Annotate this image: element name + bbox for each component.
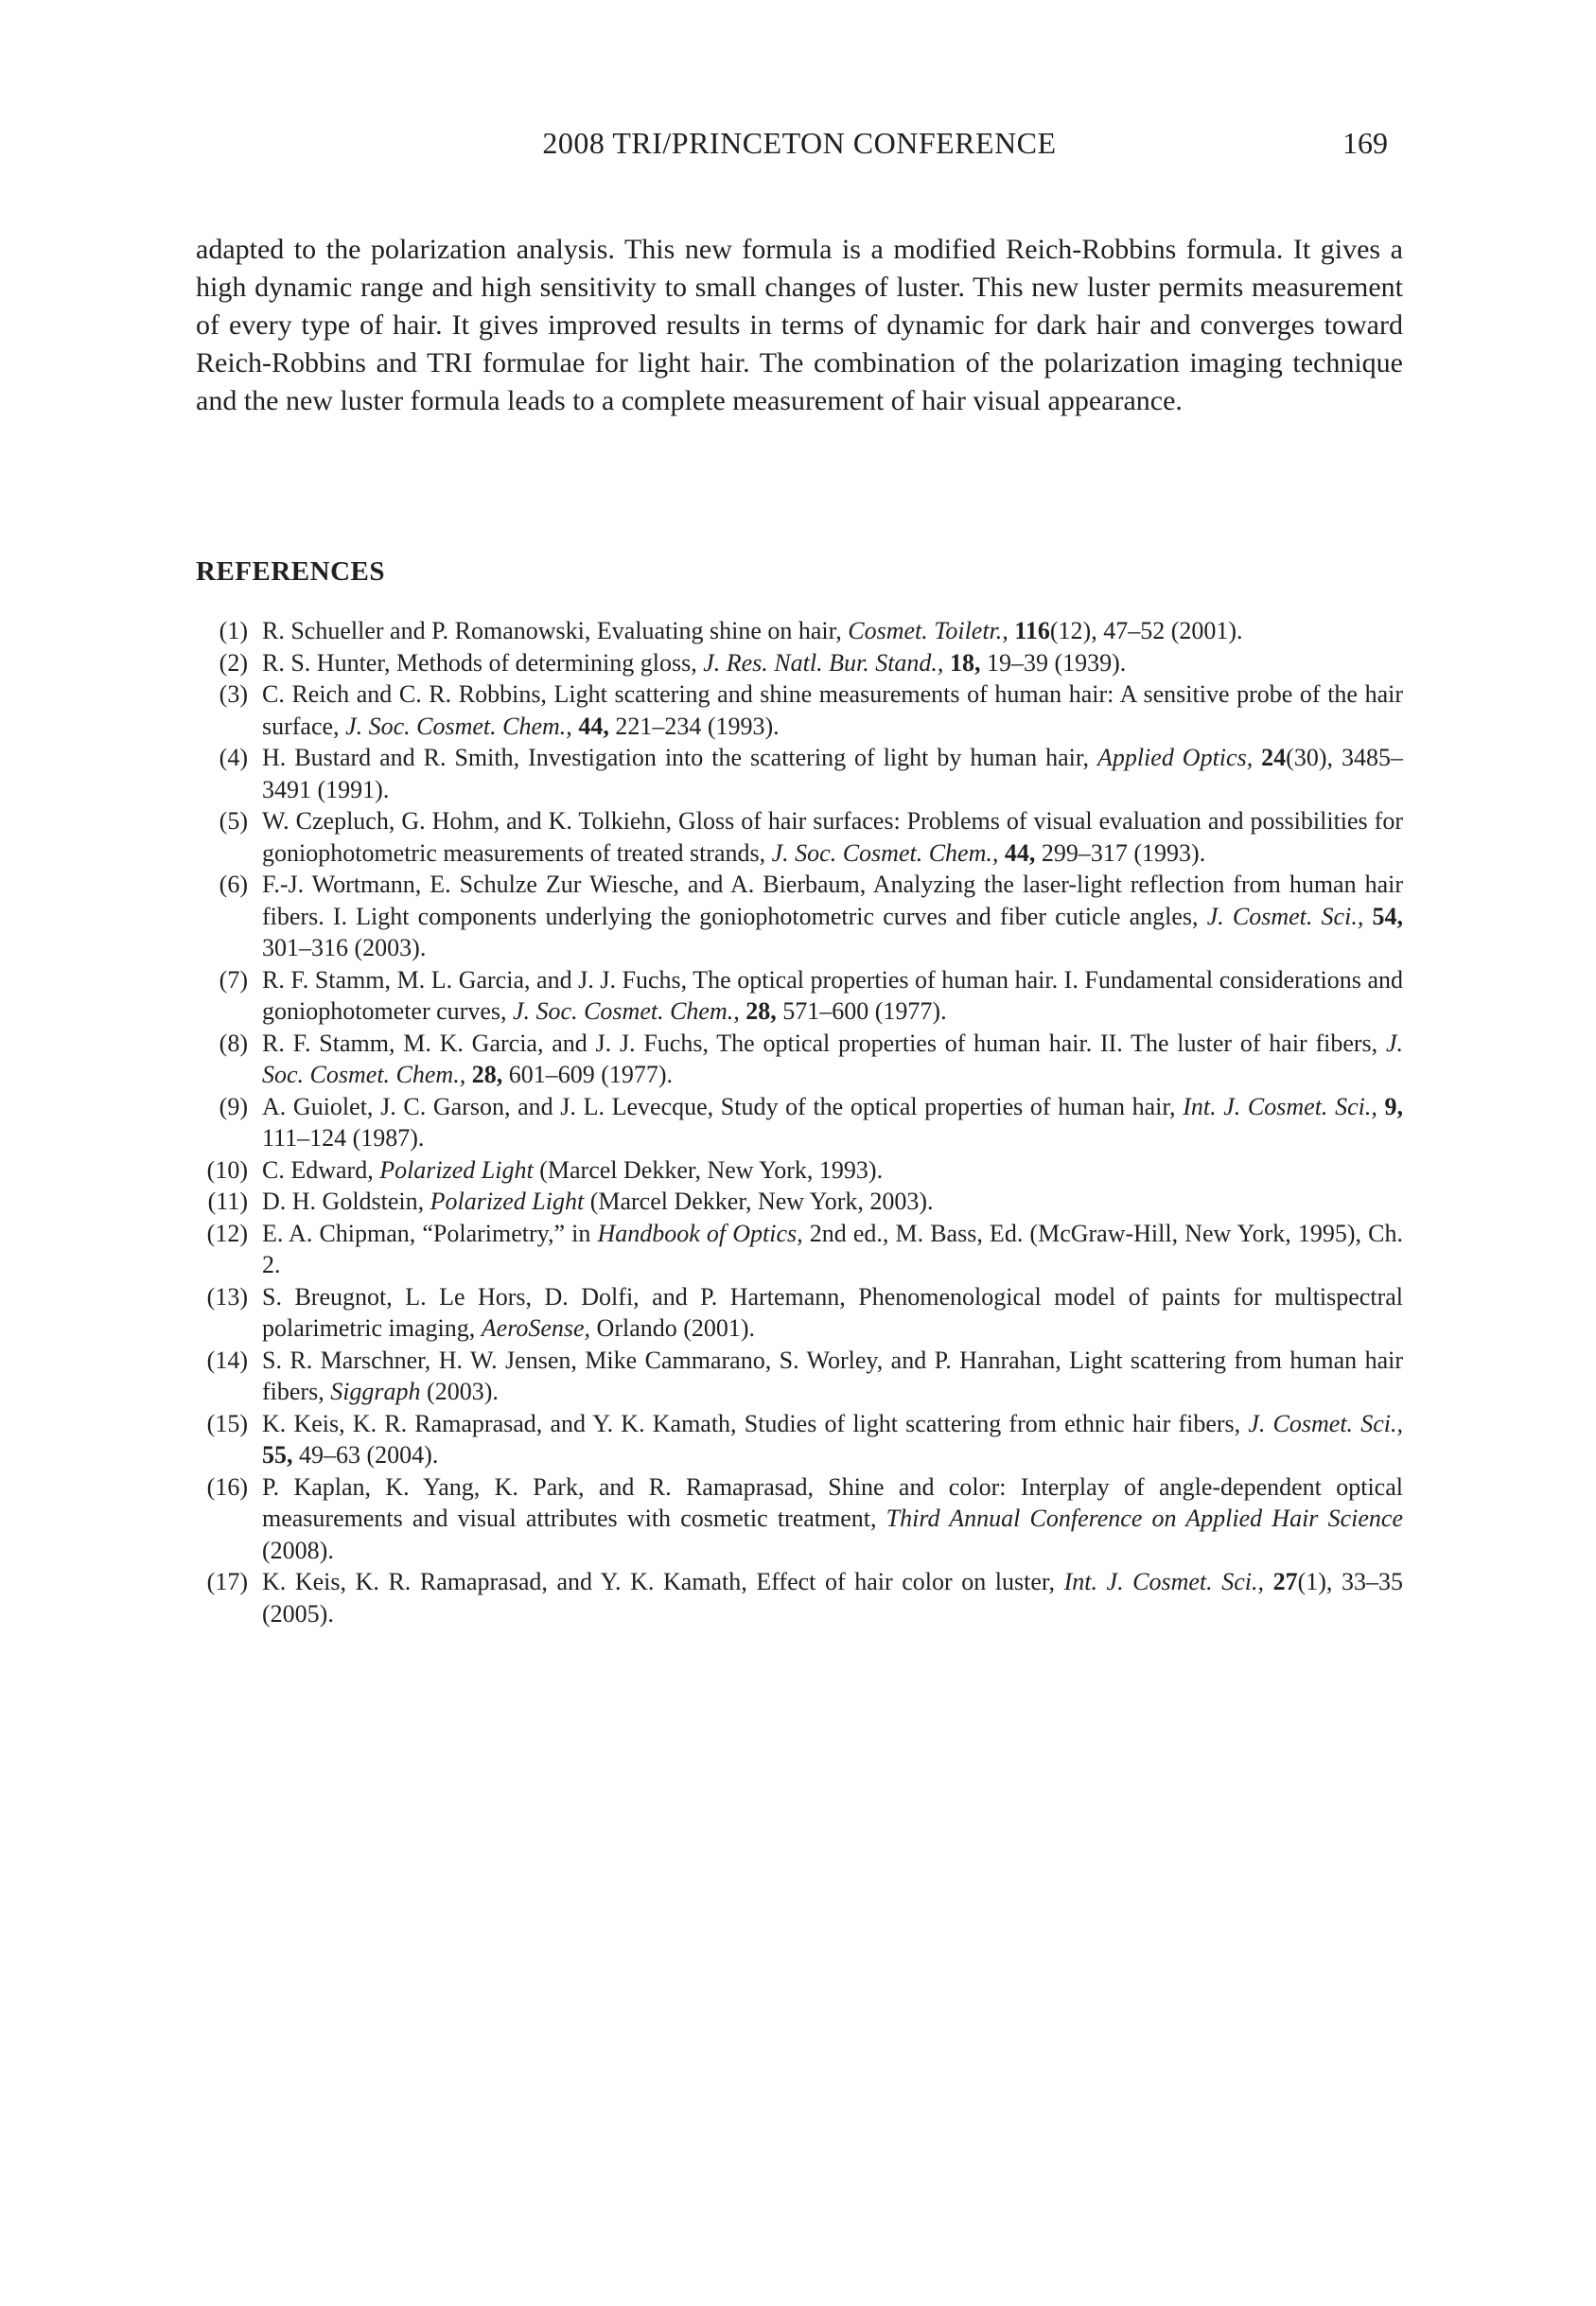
reference-text: H. Bustard and R. Smith, Investigation into the scattering of light by human hair, Applied Optics, 24(30), 3485–3491 (1991). [262, 744, 1403, 803]
reference-item [196, 1218, 1403, 1281]
reference-text: E. A. Chipman, “Polarimetry,” in Handbook of Optics, 2nd ed., M. Bass, Ed. (McGraw-Hill, New York, 1995), Ch. 2. [262, 1219, 1403, 1278]
reference-number: (12) [206, 1219, 248, 1247]
reference-number: (7) [219, 965, 248, 994]
reference-text: K. Keis, K. R. Ramaprasad, and Y. K. Kamath, Studies of light scattering from ethnic hair fibers, J. Cosmet. Sci., 55, 49–63 (2004). [262, 1409, 1403, 1469]
reference-text: S. R. Marschner, H. W. Jensen, Mike Cammarano, S. Worley, and P. Hanrahan, Light scattering from human hair fibers, Siggraph (2003). [262, 1346, 1403, 1405]
reference-number: (2) [219, 648, 248, 677]
reference-number: (15) [206, 1409, 248, 1437]
reference-number: (5) [219, 807, 248, 835]
body-paragraph: adapted to the polarization analysis. This new formula is a modified Reich-Robbins formula. It gives a high dynamic range and high sensitivity to small changes of luster. This new luster permits measurement of every type of hair. It gives improved results in terms of dynamic for dark hair and converges toward Reich-Robbins and TRI formulae for light hair. The combination of the polarization imaging technique and the new luster formula leads to a complete measurement of hair visual appearance. [196, 234, 1403, 416]
running-title: 2008 TRI/PRINCETON CONFERENCE [542, 126, 1057, 160]
reference-text: P. Kaplan, K. Yang, K. Park, and R. Ramaprasad, Shine and color: Interplay of angle-dependent optical measurements and visual attributes with cosmetic treatment, Third Annual Conference on Applied Hair Science (2008). [262, 1472, 1403, 1564]
reference-number: (1) [219, 617, 248, 644]
reference-number: (3) [219, 680, 248, 708]
reference-item [196, 1028, 1403, 1091]
reference-text: D. H. Goldstein, Polarized Light (Marcel Dekker, New York, 2003). [262, 1188, 934, 1215]
reference-item [196, 1471, 1403, 1567]
reference-item [196, 647, 1403, 679]
reference-item [196, 1566, 1403, 1629]
references-heading: REFERENCES [196, 556, 385, 587]
reference-number: (16) [206, 1472, 248, 1501]
reference-number: (9) [219, 1092, 248, 1120]
reference-number: (17) [206, 1568, 248, 1595]
reference-item [196, 742, 1403, 805]
reference-text: F.-J. Wortmann, E. Schulze Zur Wiesche, and A. Bierbaum, Analyzing the laser-light reflection from human hair fibers. I. Light components underlying the goniophotometric curves and fiber cuticle angles, J. Cosmet. Sci., 54, 301–316 (2003). [262, 871, 1403, 961]
reference-item [196, 964, 1403, 1028]
reference-item [196, 1281, 1403, 1345]
reference-text: K. Keis, K. R. Ramaprasad, and Y. K. Kamath, Effect of hair color on luster, Int. J. Cosmet. Sci., 27(1), 33–35 (2005). [262, 1568, 1403, 1628]
reference-item [196, 615, 1403, 647]
reference-text: C. Edward, Polarized Light (Marcel Dekker, New York, 1993). [262, 1155, 884, 1184]
references-list [196, 615, 1403, 1629]
page-header [196, 126, 1403, 164]
reference-number: (11) [207, 1188, 248, 1215]
reference-item [196, 1186, 1403, 1218]
reference-item [196, 1154, 1403, 1187]
reference-text: R. Schueller and P. Romanowski, Evaluating shine on hair, Cosmet. Toiletr., 116(12), 47–52 (2001). [262, 617, 1243, 644]
reference-text: C. Reich and C. R. Robbins, Light scattering and shine measurements of human hair: A sensitive probe of the hair surface, J. Soc. Cosmet. Chem., 44, 221–234 (1993). [262, 680, 1403, 740]
reference-number: (14) [206, 1346, 248, 1374]
reference-item [196, 1091, 1403, 1154]
reference-number: (13) [206, 1282, 248, 1311]
reference-text: W. Czepluch, G. Hohm, and K. Tolkiehn, Gloss of hair surfaces: Problems of visual evaluation and possibilities for goniophotometric measurements of treated strands, J. Soc. Cosmet. Chem., 44, 299–317 (1993). [262, 807, 1403, 867]
reference-text: A. Guiolet, J. C. Garson, and J. L. Levecque, Study of the optical properties of human hair, Int. J. Cosmet. Sci., 9, 111–124 (1987). [262, 1092, 1403, 1152]
reference-number: (4) [219, 744, 248, 771]
reference-text: R. F. Stamm, M. L. Garcia, and J. J. Fuchs, The optical properties of human hair. I. Fundamental considerations and goniophotometer curves, J. Soc. Cosmet. Chem., 28, 571–600 (1977). [262, 965, 1403, 1025]
reference-number: (8) [219, 1029, 248, 1057]
reference-item [196, 869, 1403, 964]
reference-text: S. Breugnot, L. Le Hors, D. Dolfi, and P. Hartemann, Phenomenological model of paints for multispectral polarimetric imaging, AeroSense, Orlando (2001). [262, 1282, 1403, 1342]
reference-text: R. S. Hunter, Methods of determining gloss, J. Res. Natl. Bur. Stand., 18, 19–39 (1939). [262, 648, 1127, 677]
reference-item [196, 678, 1403, 742]
reference-text: R. F. Stamm, M. K. Garcia, and J. J. Fuchs, The optical properties of human hair. II. The luster of hair fibers, J. Soc. Cosmet. Chem., 28, 601–609 (1977). [262, 1029, 1403, 1088]
reference-number: (6) [219, 871, 248, 898]
reference-item [196, 1345, 1403, 1408]
reference-item [196, 805, 1403, 869]
reference-item [196, 1408, 1403, 1471]
reference-number: (10) [206, 1155, 248, 1184]
page-number: 169 [1342, 126, 1388, 160]
